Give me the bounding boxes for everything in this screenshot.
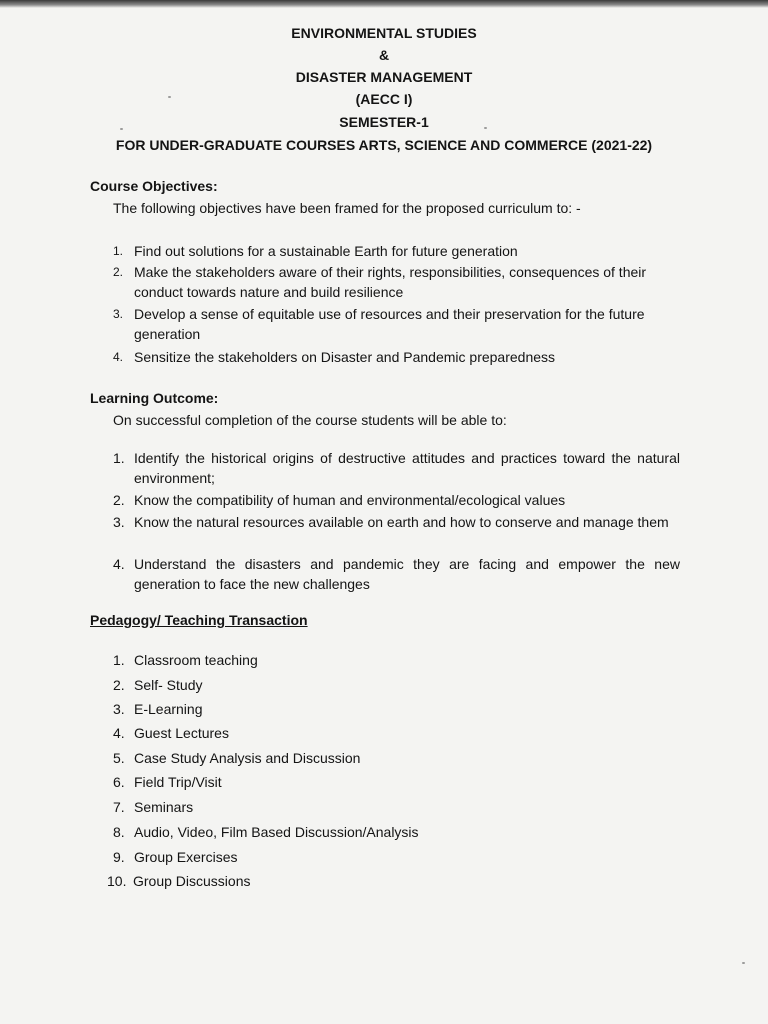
list-text: E-Learning — [134, 701, 203, 717]
list-number: 2. — [113, 492, 125, 508]
list-item — [113, 772, 680, 792]
doc-subtitle: DISASTER MANAGEMENT — [295, 69, 473, 85]
list-text: Field Trip/Visit — [134, 774, 222, 790]
list-number: 9. — [113, 849, 125, 865]
list-item — [113, 723, 680, 743]
list-text: Know the natural resources available on earth and how to conserve and manage them — [134, 514, 669, 530]
list-text: Identify the historical origins of destructive attitudes and practices toward the natural environment; — [134, 450, 680, 486]
list-text: Case Study Analysis and Discussion — [134, 750, 361, 766]
scan-speck — [168, 96, 171, 98]
list-number: 4. — [113, 350, 124, 364]
list-number: 4. — [113, 725, 125, 741]
list-text: Sensitize the stakeholders on Disaster and Pandemic preparedness — [134, 349, 556, 365]
list-text: Classroom teaching — [134, 652, 258, 668]
pedagogy-heading: Pedagogy/ Teaching Transaction — [90, 612, 308, 628]
title-ampersand: & — [378, 47, 390, 63]
list-item — [113, 448, 680, 488]
list-text: Know the compatibility of human and environmental/ecological values — [134, 492, 566, 508]
list-number: 3. — [113, 307, 124, 321]
list-number: 7. — [113, 799, 125, 815]
list-item — [113, 554, 680, 594]
list-item — [113, 797, 680, 817]
list-number: 2. — [113, 677, 125, 693]
outcome-intro: On successful completion of the course students will be able to: — [113, 412, 507, 428]
list-number: 10. — [107, 873, 127, 889]
list-number: 3. — [113, 701, 125, 717]
list-number: 5. — [113, 750, 125, 766]
list-text: Group Discussions — [133, 873, 251, 889]
list-item — [113, 512, 680, 532]
objectives-heading: Course Objectives: — [90, 178, 218, 194]
list-item — [113, 675, 680, 695]
scan-speck — [742, 962, 745, 964]
list-item — [113, 304, 680, 344]
list-number: 3. — [113, 514, 125, 530]
list-number: 1. — [113, 244, 124, 258]
list-item — [113, 748, 680, 768]
doc-title: ENVIRONMENTAL STUDIES — [291, 25, 477, 41]
list-item — [113, 822, 680, 842]
list-number: 6. — [113, 774, 125, 790]
list-text: Group Exercises — [134, 849, 238, 865]
list-item — [113, 650, 680, 670]
list-text: Make the stakeholders aware of their rights, responsibilities, consequences of their conduct towards nature and build resilience — [134, 264, 647, 300]
list-number: 1. — [113, 652, 125, 668]
scan-speck — [120, 128, 123, 130]
list-number: 2. — [113, 265, 124, 279]
list-item — [113, 699, 680, 719]
list-item — [113, 262, 680, 302]
list-text: Audio, Video, Film Based Discussion/Analysis — [134, 824, 419, 840]
course-code: (AECC I) — [355, 91, 413, 107]
list-number: 4. — [113, 556, 125, 572]
list-item — [113, 241, 680, 261]
list-text: Guest Lectures — [134, 725, 229, 741]
list-item — [107, 871, 674, 891]
semester-label: SEMESTER-1 — [339, 114, 429, 130]
list-text: Find out solutions for a sustainable Earth for future generation — [134, 243, 518, 259]
list-item — [113, 490, 680, 510]
outcome-heading: Learning Outcome: — [90, 390, 219, 406]
list-item — [113, 847, 680, 867]
list-item — [113, 347, 680, 367]
list-text: Develop a sense of equitable use of resources and their preservation for the future generation — [134, 306, 645, 342]
list-number: 1. — [113, 450, 125, 466]
course-scope-line: FOR UNDER-GRADUATE COURSES ARTS, SCIENCE AND COMMERCE (2021-22) — [115, 137, 653, 153]
scan-speck — [484, 127, 487, 129]
list-number: 8. — [113, 824, 125, 840]
list-text: Self- Study — [134, 677, 203, 693]
list-text: Seminars — [134, 799, 194, 815]
objectives-intro: The following objectives have been framed for the proposed curriculum to: - — [113, 200, 581, 216]
list-text: Understand the disasters and pandemic they are facing and empower the new generation to face the new challenges — [134, 556, 680, 592]
